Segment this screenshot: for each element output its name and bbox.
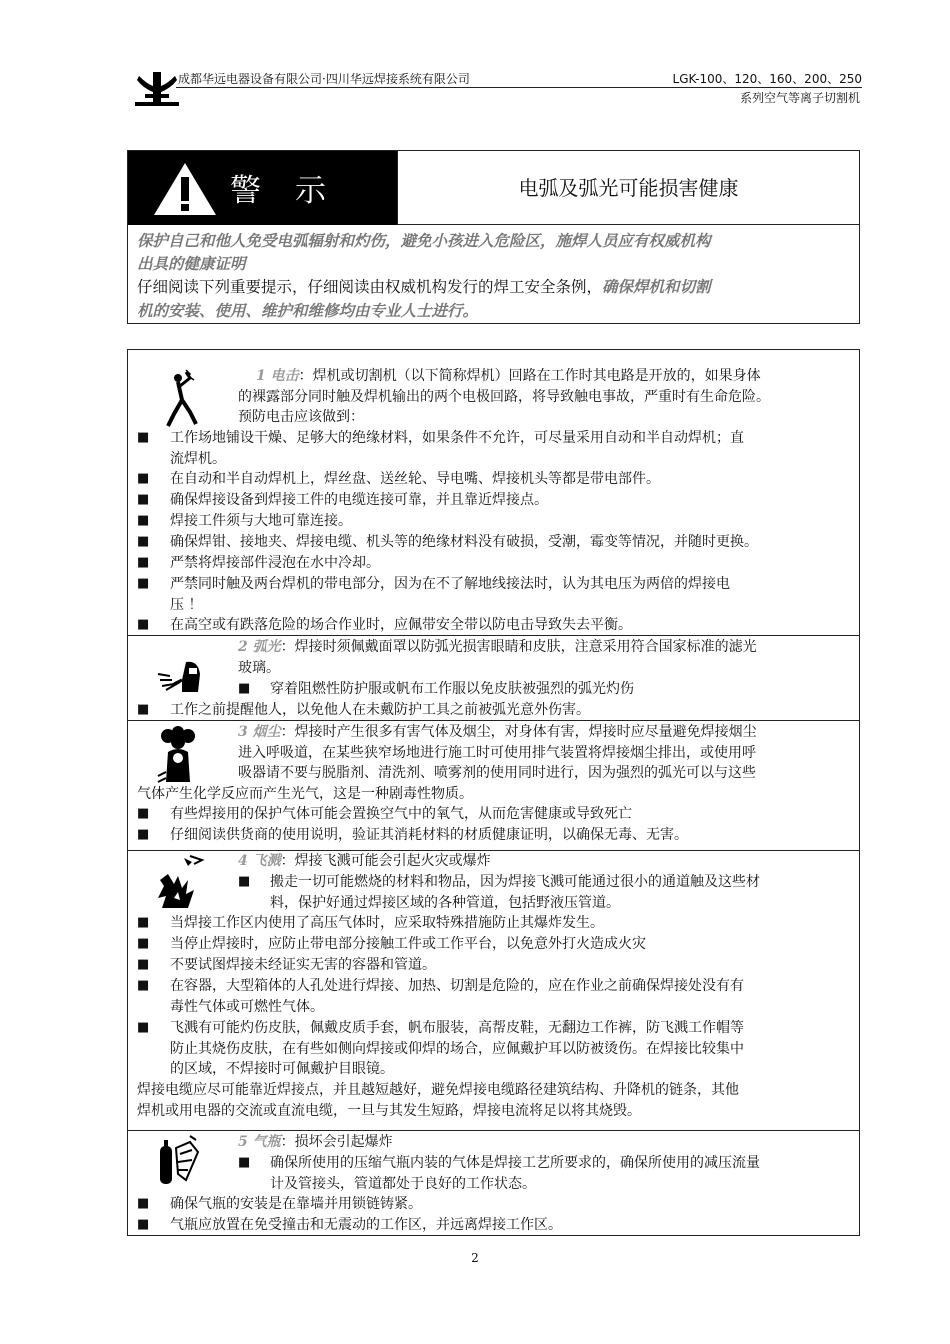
s4-item-5b: 防止其烧伤皮肤，在有些如侧向焊接或仰焊的场合，应佩戴护耳以防被烫伤。在焊接比较集中 <box>170 1040 744 1057</box>
s5-title: 气瓶 <box>252 1134 281 1150</box>
s3-intro-1: ：焊接时产生很多有害气体及烟尘，对身体有害，焊接时应尽量避免焊接烟尘 <box>280 724 757 740</box>
arc-welder-icon <box>156 658 208 694</box>
s1-title: 电击 <box>270 368 299 384</box>
header-company: 成都华远电器设备有限公司·四川华远焊接系统有限公司 <box>178 72 470 86</box>
s2-item: 工作之前提醒他人，以免他人在未戴防护工具之前被弧光意外伤害。 <box>170 702 590 718</box>
s4-bullet-5: ■ <box>137 1020 150 1035</box>
warning-body <box>137 229 853 322</box>
s2-bullet-1: ■ <box>137 702 150 717</box>
s1-bullet-3: ■ <box>137 492 150 507</box>
s1-intro-2: 的裸露部分同时触及焊机输出的两个电极回路，将导致触电事故，严重时有生命危险。 <box>238 388 770 405</box>
warning-line-3-bold: 确保焊机和切割 <box>602 277 711 296</box>
s4-bullet-1: ■ <box>137 915 150 930</box>
s5-bullet-2: ■ <box>137 1217 150 1232</box>
s1-item-3: 确保焊接设备到焊接工件的电缆连接可靠，并且靠近焊接点。 <box>170 492 548 508</box>
s4-item-4a: 在容器，大型箱体的人孔处进行焊接、加热、切割是危险的，应在作业之前确保焊接处没有有 <box>170 978 744 994</box>
s1-intro-3: 预防电击应该做到： <box>238 409 364 425</box>
s5-line-1 <box>238 1132 393 1153</box>
s2-num: 2 <box>238 639 253 655</box>
s3-title: 烟尘 <box>252 724 281 740</box>
s4-sub-bullet: ■ <box>238 874 251 889</box>
header-series: 系列空气等离子切割机 <box>739 91 860 105</box>
s2-intro-2: 玻璃。 <box>238 659 280 676</box>
s2-sub-bullet: ■ <box>238 681 251 696</box>
s1-item-7a: 严禁同时触及两台焊机的带电部分，因为在不了解地线接法时，认为其电压为两倍的焊接电 <box>170 576 730 592</box>
s5-sub-1: 确保所使用的压缩气瓶内装的气体是焊接工艺所要求的，确保所使用的减压流量 <box>270 1155 760 1171</box>
s2-title: 弧光 <box>252 639 281 655</box>
s1-bullet-2: ■ <box>137 471 150 486</box>
warning-line-2: 出具的健康证明 <box>137 254 246 273</box>
s4-item-3: 不要试图焊接未经证实无害的容器和管道。 <box>170 957 436 973</box>
s4-item-4b: 毒性气体或可燃性气体。 <box>170 998 324 1015</box>
section-divider <box>128 720 859 721</box>
page-number: 2 <box>471 1251 479 1265</box>
s2-intro-1: ：焊接时须佩戴面罩以防弧光损害眼睛和皮肤，注意采用符合国家标准的滤光 <box>280 639 757 655</box>
section-divider <box>128 1130 859 1131</box>
s4-item-5a: 飞溅有可能灼伤皮肤，佩戴皮质手套，帆布服装，高帮皮鞋，无翻边工作裤，防飞溅工作帽等 <box>170 1020 744 1036</box>
s1-bullet-6: ■ <box>137 555 150 570</box>
fumes-icon <box>156 726 200 784</box>
s4-item-2: 当停止焊接时，应防止带电部分接触工件或工作平台，以免意外打火造成火灾 <box>170 936 646 952</box>
s4-sub-2: 料，保护好通过焊接区域的各种管道，包括野液压管道。 <box>270 894 620 911</box>
warning-box <box>127 150 860 324</box>
s3-intro-3: 吸器请不要与脱脂剂、清洗剂、喷雾剂的使用同时进行，因为强烈的弧光可以与这些 <box>238 765 756 781</box>
s1-item-1b: 流焊机。 <box>170 450 226 467</box>
warning-line-4: 机的安装、使用、维护和维修均由专业人士进行。 <box>137 301 479 320</box>
s5-bullet-1: ■ <box>137 1196 150 1211</box>
s1-item-8: 在高空或有跌落危险的场合作业时，应佩带安全带以防电击导致失去平衡。 <box>170 617 632 633</box>
s5-intro: ：损坏会引起爆炸 <box>280 1134 393 1150</box>
gas-cylinder-icon <box>156 1134 202 1186</box>
s1-item-6: 严禁将焊接部件浸泡在水中冷却。 <box>170 555 380 571</box>
warning-line-1: 保护自己和他人免受电弧辐射和灼伤，避免小孩进入危险区，施焊人员应有权威机构 <box>137 231 711 250</box>
s4-bullet-3: ■ <box>137 957 150 972</box>
spatter-fire-icon <box>154 854 206 910</box>
section-divider <box>128 635 859 636</box>
s3-cont: 气体产生化学反应而产生光气，这是一种剧毒性物质。 <box>137 785 473 802</box>
warning-banner <box>128 151 397 225</box>
electric-shock-icon <box>156 368 202 430</box>
s3-item-1: 有些焊接用的保护气体可能会置换空气中的氧气，从而危害健康或导致死亡 <box>170 806 632 822</box>
s1-num: 1 <box>256 368 271 384</box>
s3-bullet-1: ■ <box>137 806 150 821</box>
s4-intro: ：焊接飞溅可能会引起火灾或爆炸 <box>280 853 491 869</box>
s1-bullet-1: ■ <box>137 430 150 445</box>
s2-sub: 穿着阻燃性防护服或帆布工作服以免皮肤被强烈的弧光灼伤 <box>270 681 634 697</box>
s1-intro-1: ：焊机或切割机（以下简称焊机）回路在工作时其电路是开放的，如果身体 <box>298 368 761 384</box>
s1-item-4: 焊接工件须与大地可靠连接。 <box>170 513 352 529</box>
s1-item-1a: 工作场地铺设干燥、足够大的绝缘材料，如果条件不允许，可尽量采用自动和半自动焊机；直 <box>170 430 744 446</box>
s4-para-2: 焊机或用电器的交流或直流电缆，一旦与其发生短路，焊接电流将足以将其烧毁。 <box>137 1102 641 1119</box>
s4-item-5c: 的区域，不焊接时可佩戴护目眼镜。 <box>170 1061 394 1077</box>
header-rule <box>176 87 862 88</box>
s1-item-2: 在自动和半自动焊机上，焊丝盘、送丝轮、导电嘴、焊接机头等都是带电部件。 <box>170 471 660 487</box>
company-logo-icon <box>133 70 181 110</box>
s4-bullet-4: ■ <box>137 978 150 993</box>
s3-intro-2: 进入呼吸道，在某些狭窄场地进行施工时可使用排气装置将焊接烟尘排出，或使用呼 <box>238 744 756 761</box>
s5-sub-2: 计及管接头，管道都处于良好的工作状态。 <box>270 1175 536 1192</box>
s1-line-1 <box>256 366 761 387</box>
s4-para-1: 焊接电缆应尽可能靠近焊接点，并且越短越好，避免焊接电缆路径建筑结构、升降机的链条，其他 <box>137 1082 739 1098</box>
s5-item-2: 气瓶应放置在免受撞击和无震动的工作区，并远离焊接工作区。 <box>170 1217 562 1233</box>
s1-item-5: 确保焊钳、接地夹、焊接电缆、机头等的绝缘材料没有破损，受潮，霉变等情况，并随时更换。 <box>170 534 758 550</box>
s1-item-7b: 压 ！ <box>170 596 203 613</box>
s4-bullet-2: ■ <box>137 936 150 951</box>
header-model: LGK-100、120、160、200、250 <box>672 72 862 86</box>
s1-bullet-7: ■ <box>137 576 150 591</box>
s4-item-1: 当焊接工作区内使用了高压气体时，应采取特殊措施防止其爆炸发生。 <box>170 915 604 931</box>
s5-num: 5 <box>238 1134 253 1150</box>
s5-item-1: 确保气瓶的安装是在靠墙并用锁链铸紧。 <box>170 1196 422 1212</box>
s5-sub-bullet: ■ <box>238 1155 251 1170</box>
s1-bullet-8: ■ <box>137 617 150 632</box>
s3-item-2: 仔细阅读供货商的使用说明，验证其消耗材料的材质健康证明，以确保无毒、无害。 <box>170 827 688 843</box>
s4-line-1 <box>238 851 491 872</box>
warning-line-3 <box>137 275 853 299</box>
s4-title: 飞溅 <box>252 853 281 869</box>
s4-num: 4 <box>238 853 253 869</box>
warning-line-3-normal: 仔细阅读下列重要提示，仔细阅读由权威机构发行的焊工安全条例， <box>137 278 603 296</box>
s1-bullet-4: ■ <box>137 513 150 528</box>
warning-title: 电弧及弧光可能损害健康 <box>397 151 859 225</box>
s2-line-1 <box>238 637 757 658</box>
s3-num: 3 <box>238 724 253 740</box>
s3-line-1 <box>238 722 757 743</box>
s3-bullet-2: ■ <box>137 827 150 842</box>
safety-sections-box <box>127 349 860 1236</box>
s1-bullet-5: ■ <box>137 534 150 549</box>
s4-sub-1: 搬走一切可能燃烧的材料和物品，因为焊接飞溅可能通过很小的通道触及这些材 <box>270 874 760 890</box>
warning-word: 警示 <box>230 173 360 209</box>
warning-triangle-icon <box>152 161 218 217</box>
